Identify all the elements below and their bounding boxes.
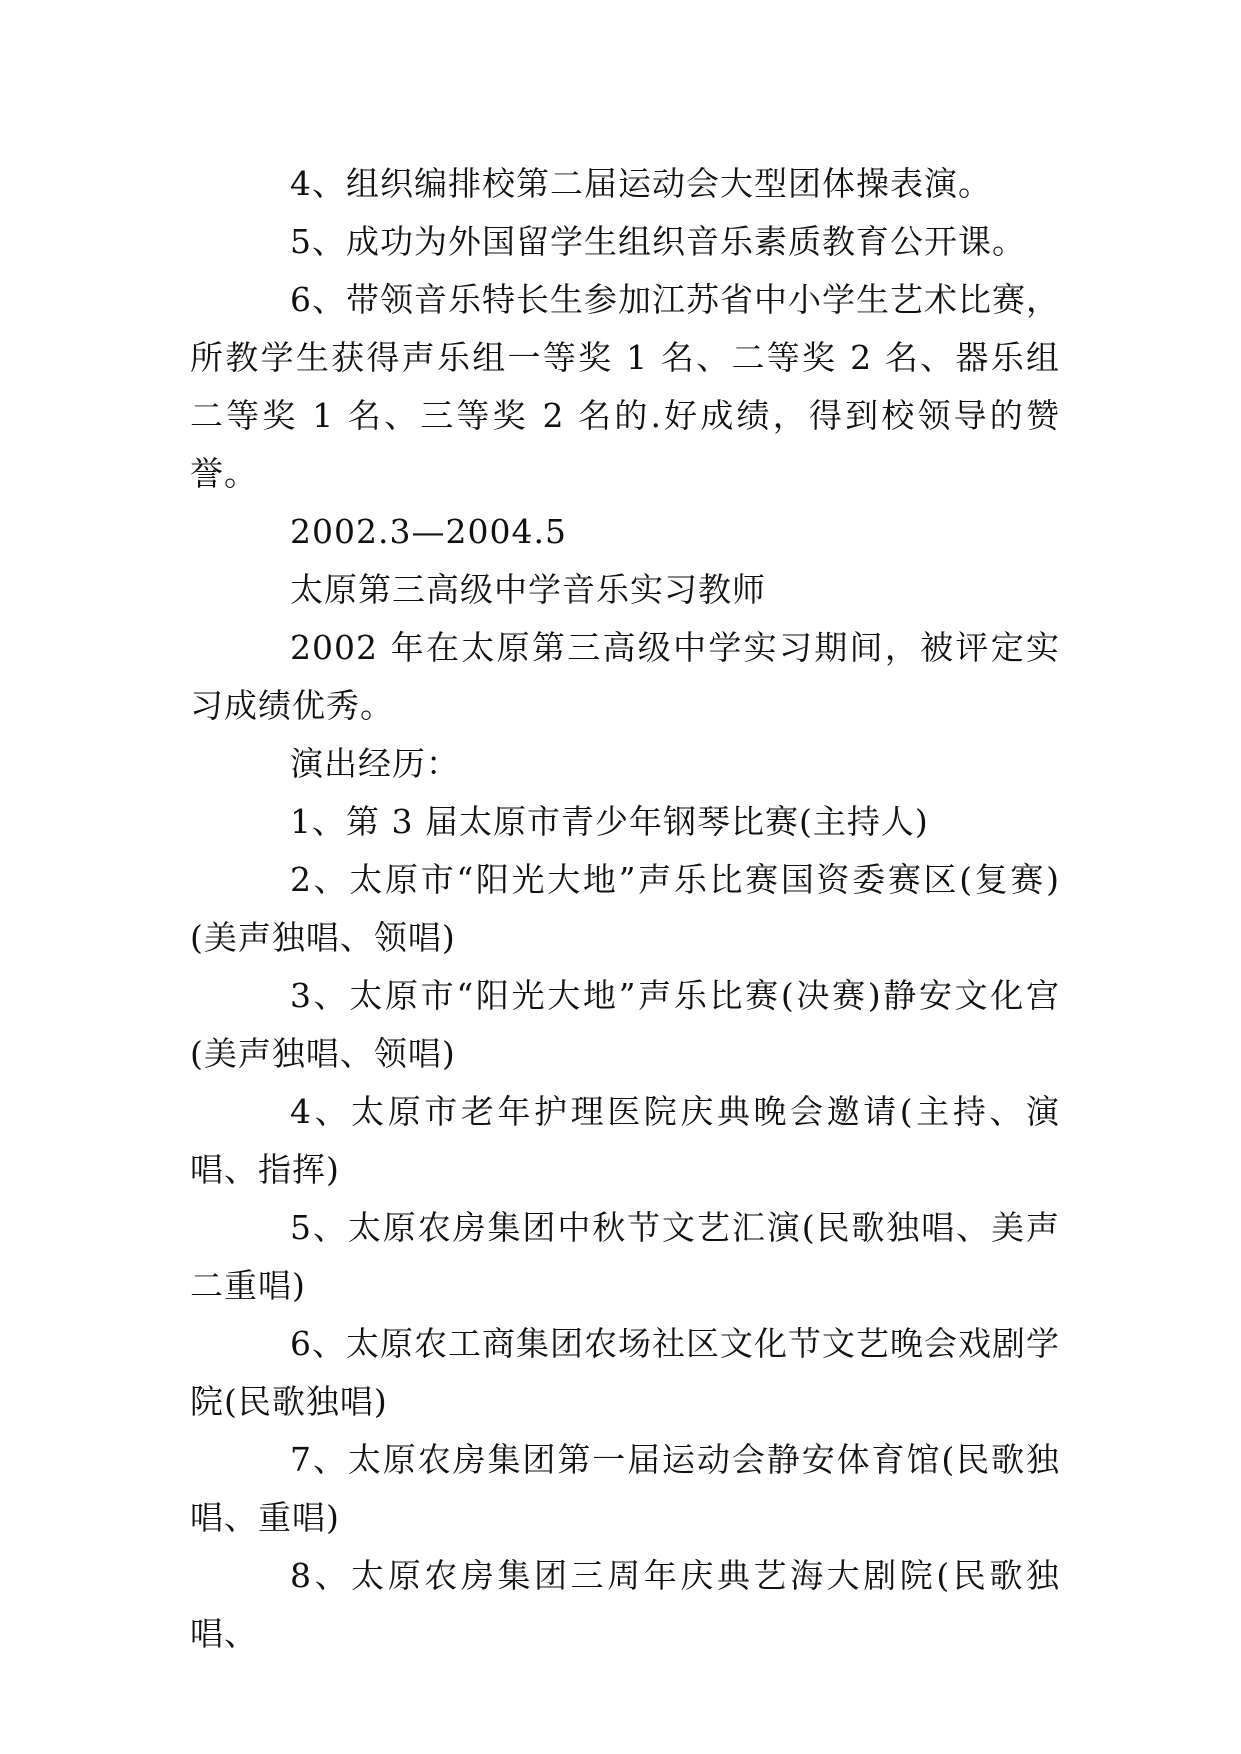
paragraph-item-5: 5、成功为外国留学生组织音乐素质教育公开课。 — [290, 222, 1026, 261]
position-title: 太原第三高级中学音乐实习教师 — [290, 570, 766, 609]
performance-item-4: 4、太原市老年护理医院庆典晚会邀请(主持、演唱、指挥) — [190, 1092, 1060, 1189]
performance-item-3: 3、太原市“阳光大地”声乐比赛(决赛)静安文化宫(美声独唱、领唱) — [190, 976, 1060, 1073]
internship-note: 2002 年在太原第三高级中学实习期间，被评定实习成绩优秀。 — [190, 628, 1060, 725]
document-body — [190, 155, 1060, 1663]
performance-item-5: 5、太原农房集团中秋节文艺汇演(民歌独唱、美声二重唱) — [190, 1208, 1060, 1305]
date-range: 2002.3—2004.5 — [290, 512, 567, 551]
performance-item-8: 8、太原农房集团三周年庆典艺海大剧院(民歌独唱、 — [190, 1556, 1060, 1653]
section-heading-performance: 演出经历： — [290, 744, 460, 783]
performance-item-7: 7、太原农房集团第一届运动会静安体育馆(民歌独唱、重唱) — [190, 1440, 1060, 1537]
performance-item-1: 1、第 3 届太原市青少年钢琴比赛(主持人) — [290, 802, 929, 841]
paragraph-item-4: 4、组织编排校第二届运动会大型团体操表演。 — [290, 164, 992, 203]
performance-item-6: 6、太原农工商集团农场社区文化节文艺晚会戏剧学院(民歌独唱) — [190, 1324, 1060, 1421]
paragraph-item-6: 6、带领音乐特长生参加江苏省中小学生艺术比赛，所教学生获得声乐组一等奖 1 名、二等奖 2 名、器乐组二等奖 1 名、三等奖 2 名的.好成绩，得到校领导的赞誉。 — [190, 280, 1060, 493]
performance-item-2: 2、太原市“阳光大地”声乐比赛国资委赛区(复赛)(美声独唱、领唱) — [190, 860, 1060, 957]
